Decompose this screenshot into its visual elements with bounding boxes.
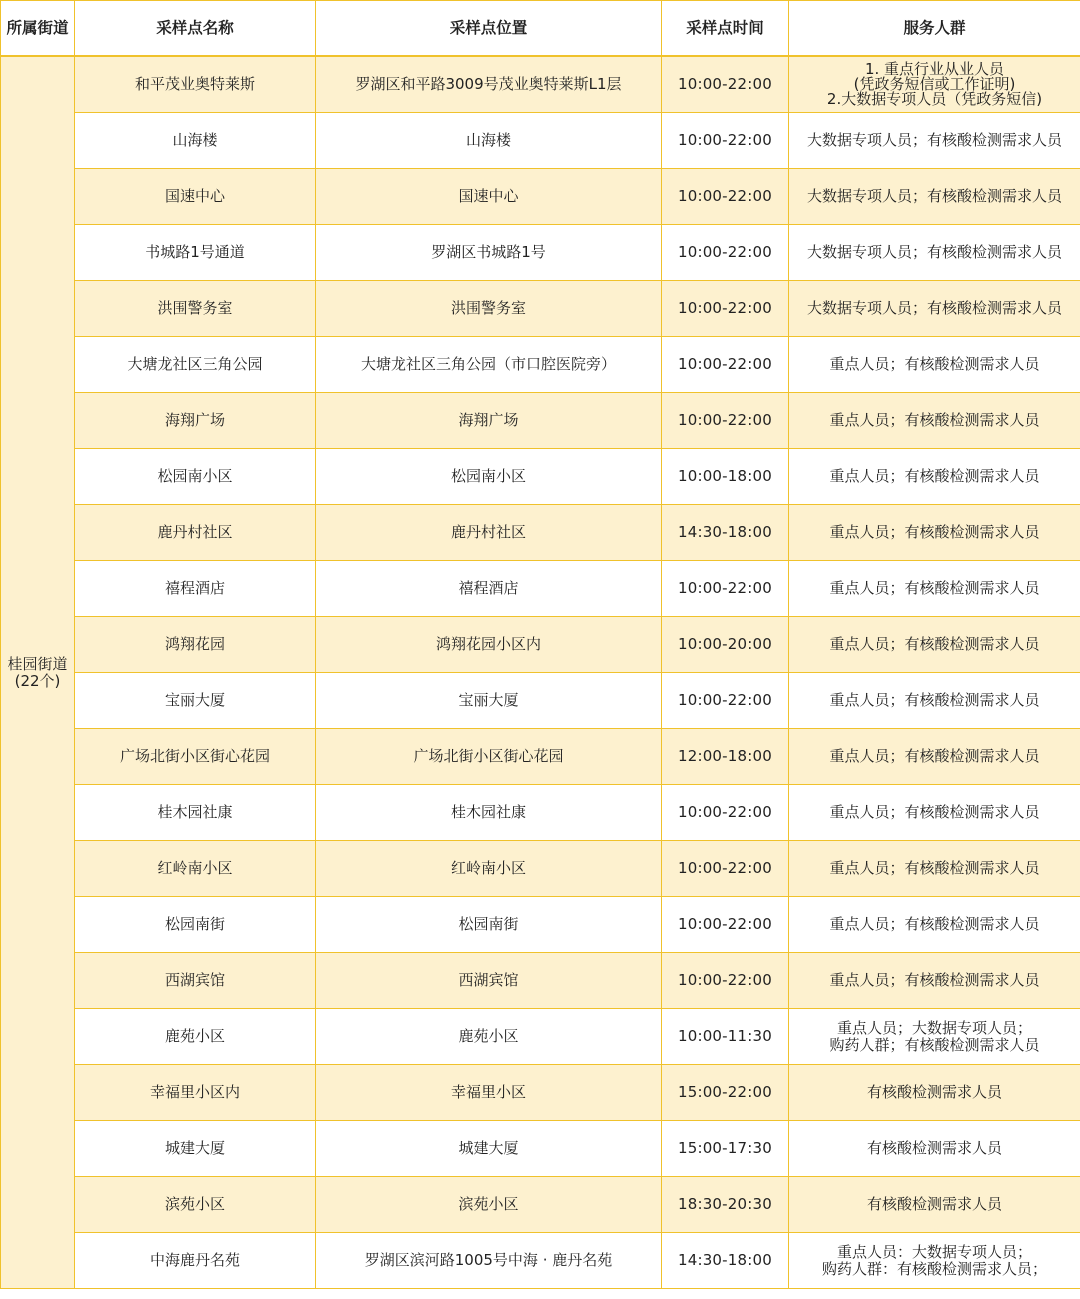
site-location-cell: 红岭南小区 xyxy=(316,841,662,897)
site-location-cell: 鸿翔花园小区内 xyxy=(316,617,662,673)
site-name-cell: 幸福里小区内 xyxy=(75,1065,316,1121)
site-location-cell: 松园南街 xyxy=(316,897,662,953)
service-groups-cell: 重点人员；有核酸检测需求人员 xyxy=(789,393,1080,449)
site-location-cell: 罗湖区书城路1号 xyxy=(316,225,662,281)
header-site-time: 采样点时间 xyxy=(662,1,789,57)
table-row xyxy=(1,561,1080,617)
service-groups-cell: 1. 重点行业从业人员 (凭政务短信或工作证明) 2.大数据专项人员（凭政务短信) xyxy=(789,56,1080,113)
site-time-cell: 14:30-18:00 xyxy=(662,1233,789,1289)
site-time-cell: 15:00-17:30 xyxy=(662,1121,789,1177)
table-row xyxy=(1,393,1080,449)
service-groups-cell: 重点人员；有核酸检测需求人员 xyxy=(789,449,1080,505)
site-location-cell: 罗湖区滨河路1005号中海 · 鹿丹名苑 xyxy=(316,1233,662,1289)
site-name-cell: 海翔广场 xyxy=(75,393,316,449)
site-name-cell: 鹿苑小区 xyxy=(75,1009,316,1065)
table-row xyxy=(1,729,1080,785)
service-groups-cell: 有核酸检测需求人员 xyxy=(789,1121,1080,1177)
site-time-cell: 10:00-18:00 xyxy=(662,449,789,505)
site-name-cell: 宝丽大厦 xyxy=(75,673,316,729)
site-location-cell: 山海楼 xyxy=(316,113,662,169)
table-body xyxy=(1,56,1080,1289)
site-time-cell: 10:00-22:00 xyxy=(662,113,789,169)
site-time-cell: 10:00-22:00 xyxy=(662,337,789,393)
site-location-cell: 海翔广场 xyxy=(316,393,662,449)
site-time-cell: 14:30-18:00 xyxy=(662,505,789,561)
table-row xyxy=(1,673,1080,729)
site-time-cell: 12:00-18:00 xyxy=(662,729,789,785)
service-groups-cell: 重点人员；有核酸检测需求人员 xyxy=(789,505,1080,561)
header-street: 所属街道 xyxy=(1,1,75,57)
service-groups-cell: 重点人员；有核酸检测需求人员 xyxy=(789,561,1080,617)
street-cell xyxy=(1,56,75,1289)
table-row xyxy=(1,617,1080,673)
site-name-cell: 鹿丹村社区 xyxy=(75,505,316,561)
service-groups-cell: 重点人员；有核酸检测需求人员 xyxy=(789,897,1080,953)
table-row xyxy=(1,225,1080,281)
header-service-groups: 服务人群 xyxy=(789,1,1080,57)
site-name-cell: 鸿翔花园 xyxy=(75,617,316,673)
table-row xyxy=(1,1233,1080,1289)
site-name-cell: 城建大厦 xyxy=(75,1121,316,1177)
service-groups-cell: 大数据专项人员；有核酸检测需求人员 xyxy=(789,113,1080,169)
service-groups-cell: 大数据专项人员；有核酸检测需求人员 xyxy=(789,169,1080,225)
service-groups-cell: 重点人员；大数据专项人员； 购药人群；有核酸检测需求人员 xyxy=(789,1009,1080,1065)
site-name-cell: 大塘龙社区三角公园 xyxy=(75,337,316,393)
site-time-cell: 10:00-22:00 xyxy=(662,281,789,337)
service-groups-cell: 重点人员；有核酸检测需求人员 xyxy=(789,673,1080,729)
site-location-cell: 广场北街小区街心花园 xyxy=(316,729,662,785)
site-time-cell: 10:00-11:30 xyxy=(662,1009,789,1065)
site-location-cell: 罗湖区和平路3009号茂业奥特莱斯L1层 xyxy=(316,56,662,113)
table-row xyxy=(1,785,1080,841)
service-groups-cell: 重点人员：大数据专项人员； 购药人群：有核酸检测需求人员； xyxy=(789,1233,1080,1289)
table-row xyxy=(1,1121,1080,1177)
table-row xyxy=(1,113,1080,169)
table-row xyxy=(1,449,1080,505)
site-location-cell: 国速中心 xyxy=(316,169,662,225)
table-row xyxy=(1,56,1080,113)
table-row xyxy=(1,281,1080,337)
service-groups-cell: 重点人员；有核酸检测需求人员 xyxy=(789,785,1080,841)
site-name-cell: 西湖宾馆 xyxy=(75,953,316,1009)
site-time-cell: 10:00-22:00 xyxy=(662,785,789,841)
site-name-cell: 松园南街 xyxy=(75,897,316,953)
site-location-cell: 松园南小区 xyxy=(316,449,662,505)
site-location-cell: 城建大厦 xyxy=(316,1121,662,1177)
site-name-cell: 书城路1号通道 xyxy=(75,225,316,281)
site-name-cell: 滨苑小区 xyxy=(75,1177,316,1233)
site-time-cell: 10:00-22:00 xyxy=(662,56,789,113)
service-groups-cell: 有核酸检测需求人员 xyxy=(789,1177,1080,1233)
table-row xyxy=(1,1177,1080,1233)
table-row xyxy=(1,897,1080,953)
site-location-cell: 鹿丹村社区 xyxy=(316,505,662,561)
table-row xyxy=(1,953,1080,1009)
site-location-cell: 西湖宾馆 xyxy=(316,953,662,1009)
service-groups-cell: 重点人员；有核酸检测需求人员 xyxy=(789,729,1080,785)
site-time-cell: 10:00-20:00 xyxy=(662,617,789,673)
service-groups-cell: 有核酸检测需求人员 xyxy=(789,1065,1080,1121)
site-location-cell: 宝丽大厦 xyxy=(316,673,662,729)
header-site-name: 采样点名称 xyxy=(75,1,316,57)
site-location-cell: 禧程酒店 xyxy=(316,561,662,617)
site-location-cell: 洪围警务室 xyxy=(316,281,662,337)
service-groups-cell: 重点人员；有核酸检测需求人员 xyxy=(789,337,1080,393)
site-name-cell: 和平茂业奥特莱斯 xyxy=(75,56,316,113)
site-time-cell: 18:30-20:30 xyxy=(662,1177,789,1233)
site-name-cell: 洪围警务室 xyxy=(75,281,316,337)
site-time-cell: 10:00-22:00 xyxy=(662,953,789,1009)
service-groups-cell: 重点人员；有核酸检测需求人员 xyxy=(789,617,1080,673)
site-name-cell: 国速中心 xyxy=(75,169,316,225)
site-name-cell: 松园南小区 xyxy=(75,449,316,505)
site-name-cell: 中海鹿丹名苑 xyxy=(75,1233,316,1289)
site-location-cell: 桂木园社康 xyxy=(316,785,662,841)
table-row xyxy=(1,841,1080,897)
service-groups-cell: 大数据专项人员；有核酸检测需求人员 xyxy=(789,225,1080,281)
service-groups-cell: 大数据专项人员；有核酸检测需求人员 xyxy=(789,281,1080,337)
site-time-cell: 10:00-22:00 xyxy=(662,225,789,281)
table-row xyxy=(1,1065,1080,1121)
site-time-cell: 10:00-22:00 xyxy=(662,897,789,953)
site-name-cell: 红岭南小区 xyxy=(75,841,316,897)
site-time-cell: 10:00-22:00 xyxy=(662,841,789,897)
site-location-cell: 滨苑小区 xyxy=(316,1177,662,1233)
table-row xyxy=(1,169,1080,225)
service-groups-cell: 重点人员；有核酸检测需求人员 xyxy=(789,841,1080,897)
site-location-cell: 大塘龙社区三角公园（市口腔医院旁） xyxy=(316,337,662,393)
site-name-cell: 广场北街小区街心花园 xyxy=(75,729,316,785)
site-time-cell: 10:00-22:00 xyxy=(662,673,789,729)
site-location-cell: 鹿苑小区 xyxy=(316,1009,662,1065)
site-location-cell: 幸福里小区 xyxy=(316,1065,662,1121)
table-row xyxy=(1,505,1080,561)
site-time-cell: 10:00-22:00 xyxy=(662,561,789,617)
site-name-cell: 山海楼 xyxy=(75,113,316,169)
street-site-count: (22个) xyxy=(14,671,61,690)
site-time-cell: 15:00-22:00 xyxy=(662,1065,789,1121)
service-groups-cell: 重点人员；有核酸检测需求人员 xyxy=(789,953,1080,1009)
table-row xyxy=(1,337,1080,393)
header-row xyxy=(1,1,1080,57)
site-time-cell: 10:00-22:00 xyxy=(662,393,789,449)
table-row xyxy=(1,1009,1080,1065)
header-site-location: 采样点位置 xyxy=(316,1,662,57)
site-name-cell: 桂木园社康 xyxy=(75,785,316,841)
street-name: 桂园街道 xyxy=(7,654,68,673)
site-name-cell: 禧程酒店 xyxy=(75,561,316,617)
site-time-cell: 10:00-22:00 xyxy=(662,169,789,225)
